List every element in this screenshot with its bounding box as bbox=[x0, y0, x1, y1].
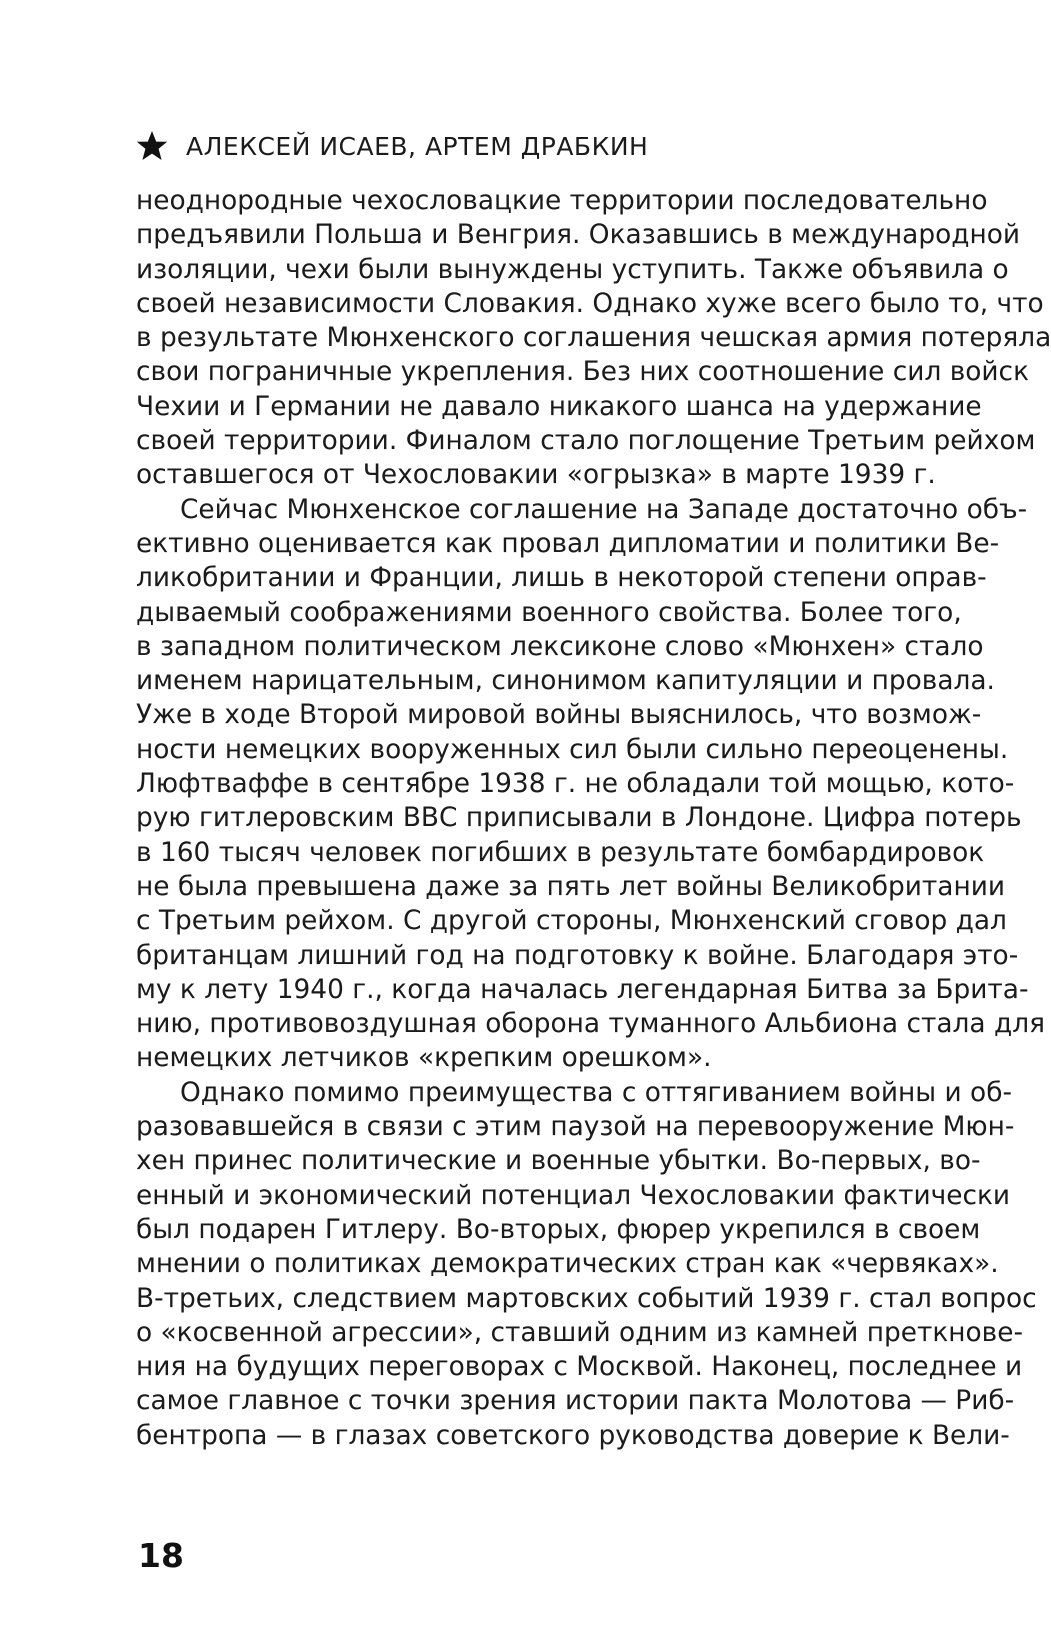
text-line: предъявили Польша и Венгрия. Оказавшись в международной bbox=[136, 219, 1021, 251]
text-line: в 160 тысяч человек погибших в результате бомбардировок bbox=[136, 836, 985, 868]
text-line: в западном политическом лексиконе слово «Мюнхен» стало bbox=[136, 630, 984, 662]
text-line: Люфтваффе в сентябре 1938 г. не обладали той мощью, кото- bbox=[136, 768, 1015, 800]
text-line: мнении о политиках демократических стран как «червяках». bbox=[136, 1248, 999, 1280]
text-line: о «косвенной агрессии», ставший одним из камней преткнове- bbox=[136, 1316, 1023, 1348]
text-line: разовавшейся в связи с этим паузой на перевооружение Мюн- bbox=[136, 1111, 1015, 1143]
star-icon bbox=[136, 130, 168, 162]
text-line: с Третьим рейхом. С другой стороны, Мюнхенский сговор дал bbox=[136, 905, 1007, 937]
text-line: Чехии и Германии не давало никакого шанса на удержание bbox=[136, 390, 982, 422]
header-title: АЛЕКСЕЙ ИСАЕВ, АРТЕМ ДРАБКИН bbox=[186, 131, 649, 161]
text-line: британцам лишний год на подготовку к войне. Благодаря это- bbox=[136, 939, 1019, 971]
text-line: Уже в ходе Второй мировой войны выяснилось, что возмож- bbox=[136, 699, 982, 731]
text-line: в результате Мюнхенского соглашения чешская армия потеряла bbox=[136, 322, 1051, 354]
text-line: ективно оценивается как провал дипломатии и политики Ве- bbox=[136, 527, 1000, 559]
text-line: хен принес политические и военные убытки. Во-первых, во- bbox=[136, 1145, 981, 1177]
paragraph bbox=[136, 1076, 1037, 1453]
body-text bbox=[136, 184, 1051, 1453]
text-line: изоляции, чехи были вынуждены уступить. Также объявила о bbox=[136, 253, 1009, 285]
text-line: му к лету 1940 г., когда началась легендарная Битва за Брита- bbox=[136, 973, 1029, 1005]
text-line: В-третьих, следствием мартовских событий 1939 г. стал вопрос bbox=[136, 1282, 1037, 1314]
text-line: самое главное с точки зрения истории пакта Молотова — Риб- bbox=[136, 1385, 1015, 1417]
text-line: оставшегося от Чехословакии «огрызка» в марте 1939 г. bbox=[136, 459, 936, 491]
text-line: ликобритании и Франции, лишь в некоторой степени оправ- bbox=[136, 562, 987, 594]
text-line: нию, противовоздушная оборона туманного Альбиона стала для bbox=[136, 1008, 1045, 1040]
text-line: Сейчас Мюнхенское соглашение на Западе достаточно объ- bbox=[180, 493, 1028, 525]
text-line: свои пограничные укрепления. Без них соотношение сил войск bbox=[136, 356, 1030, 388]
text-line: бентропа — в глазах советского руководства доверие к Вели- bbox=[136, 1419, 1010, 1451]
text-line: своей независимости Словакия. Однако хуже всего было то, что bbox=[136, 287, 1044, 319]
running-header bbox=[136, 126, 648, 166]
text-line: именем нарицательным, синонимом капитуляции и провала. bbox=[136, 665, 995, 697]
text-line: не была превышена даже за пять лет войны Великобритании bbox=[136, 870, 1006, 902]
text-line: был подарен Гитлеру. Во-вторых, фюрер укрепился в своем bbox=[136, 1213, 981, 1245]
text-line: неоднородные чехословацкие территории последовательно bbox=[136, 185, 988, 216]
text-line: немецких летчиков «крепким орешком». bbox=[136, 1042, 712, 1074]
text-line: ности немецких вооруженных сил были сильно переоценены. bbox=[136, 733, 1009, 765]
text-line: ния на будущих переговорах с Москвой. Наконец, последнее и bbox=[136, 1351, 1023, 1383]
text-line: рую гитлеровским ВВС приписывали в Лондоне. Цифра потерь bbox=[136, 802, 1022, 834]
paragraph bbox=[136, 184, 1051, 493]
page-number: 18 bbox=[138, 1536, 184, 1575]
paragraph bbox=[136, 493, 1045, 1076]
text-line: своей территории. Финалом стало поглощение Третьим рейхом bbox=[136, 425, 1036, 457]
text-line: Однако помимо преимущества с оттягиванием войны и об- bbox=[180, 1076, 1013, 1108]
text-line: дываемый соображениями военного свойства. Более того, bbox=[136, 596, 962, 628]
text-line: енный и экономический потенциал Чехословакии фактически bbox=[136, 1179, 1011, 1211]
